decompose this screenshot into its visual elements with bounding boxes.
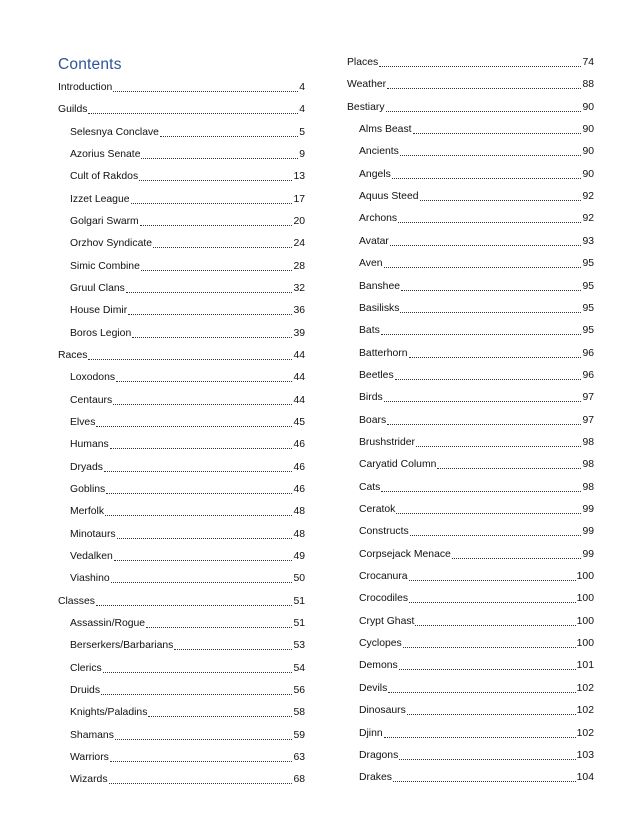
toc-entry-page: 102 <box>576 727 594 739</box>
toc-entry-label: Ceratok <box>359 504 396 515</box>
toc-entry-page: 51 <box>293 617 305 629</box>
toc-entry[interactable] <box>359 412 594 428</box>
toc-entry-label: Knights/Paladins <box>70 707 148 719</box>
toc-entry-label: Humans <box>70 439 109 451</box>
toc-entry[interactable] <box>347 76 594 92</box>
toc-entry-page: 44 <box>293 372 305 384</box>
toc-entry-label: Demons <box>359 660 398 672</box>
toc-entry-label: Aquus Steed <box>359 191 419 203</box>
page-title: Contents <box>58 56 122 73</box>
toc-entry[interactable] <box>359 680 594 696</box>
toc-entry-label: Places <box>347 57 379 68</box>
toc-dot-leader <box>381 334 582 335</box>
toc-entry-page: 92 <box>582 191 594 203</box>
toc-entry-page: 13 <box>293 171 305 183</box>
toc-entry[interactable] <box>359 501 594 517</box>
toc-dot-leader <box>399 669 576 670</box>
toc-entry[interactable] <box>359 590 594 606</box>
toc-entry-page: 46 <box>293 461 305 473</box>
toc-entry-page: 90 <box>582 124 594 136</box>
toc-entry-label: Orzhov Syndicate <box>70 238 153 250</box>
toc-entry-page: 98 <box>582 459 594 471</box>
toc-entry-page: 36 <box>293 305 305 317</box>
toc-entry-page: 46 <box>293 483 305 495</box>
toc-entry-label: Boars <box>359 414 387 426</box>
toc-entry-page: 95 <box>582 302 594 314</box>
toc-dot-leader <box>400 155 582 156</box>
toc-entry-label: Bestiary <box>347 101 385 113</box>
toc-entry-label: Goblins <box>70 483 106 495</box>
toc-entry-page: 46 <box>293 439 305 451</box>
toc-entry-label: Cult of Rakdos <box>70 171 139 183</box>
toc-dot-leader <box>416 446 581 447</box>
toc-dot-leader <box>384 267 582 268</box>
toc-entry-page: 63 <box>293 751 305 763</box>
toc-dot-leader <box>409 602 576 603</box>
toc-entry-page: 96 <box>582 369 594 381</box>
toc-entry-page: 90 <box>582 168 594 180</box>
toc-entry-label: Viashino <box>70 573 110 585</box>
toc-entry-label: Guilds <box>58 104 88 116</box>
toc-entry[interactable] <box>359 389 594 405</box>
toc-dot-leader <box>388 692 575 693</box>
toc-entry-page: 97 <box>582 392 594 404</box>
toc-entry-label: Loxodons <box>70 372 116 384</box>
toc-entry-label: Elves <box>70 416 96 428</box>
toc-entry-label: Dryads <box>70 461 103 473</box>
toc-entry-label: Wizards <box>70 774 108 786</box>
toc-dot-leader <box>387 88 581 89</box>
toc-entry-page: 100 <box>576 615 594 627</box>
toc-dot-leader <box>410 535 582 536</box>
toc-entry[interactable] <box>359 143 594 159</box>
toc-entry-label: Aven <box>359 258 383 270</box>
toc-dot-leader <box>390 245 582 246</box>
toc-entry[interactable] <box>359 166 594 182</box>
toc-entry[interactable] <box>359 434 594 450</box>
toc-entry-label: Beetles <box>359 369 394 381</box>
toc-entry[interactable] <box>359 635 594 651</box>
toc-entry-page: 44 <box>293 394 305 406</box>
toc-entry-page: 102 <box>576 705 594 717</box>
toc-entry-page: 95 <box>582 325 594 337</box>
toc-entry-label: Introduction <box>58 82 113 93</box>
toc-entry-label: Boros Legion <box>70 327 132 339</box>
toc-entry-label: Shamans <box>70 729 114 741</box>
toc-entry-page: 4 <box>299 82 305 93</box>
toc-dot-leader <box>393 781 576 782</box>
toc-entry-label: Brushstrider <box>359 436 416 448</box>
toc-entry-label: Druids <box>70 684 101 696</box>
toc-entry-page: 99 <box>582 548 594 560</box>
toc-entry-label: Basilisks <box>359 302 400 314</box>
toc-entry-page: 88 <box>582 79 594 91</box>
toc-entry-label: Vedalken <box>70 550 113 562</box>
toc-entry-label: House Dimir <box>70 305 128 317</box>
toc-entry-page: 48 <box>293 506 305 518</box>
toc-entry[interactable] <box>359 210 594 226</box>
toc-entry[interactable] <box>359 546 594 562</box>
toc-entry[interactable] <box>359 121 594 137</box>
toc-dot-leader <box>387 424 581 425</box>
toc-entry-page: 98 <box>582 436 594 448</box>
toc-entry-page: 103 <box>576 749 594 761</box>
toc-entry-label: Birds <box>359 392 383 404</box>
toc-entry[interactable] <box>359 769 594 785</box>
toc-entry-page: 58 <box>293 707 305 719</box>
toc-entry-label: Minotaurs <box>70 528 116 540</box>
toc-entry-label: Crocodiles <box>359 593 409 605</box>
toc-entry[interactable] <box>359 188 594 204</box>
toc-entry-page: 17 <box>293 193 305 205</box>
toc-entry[interactable] <box>359 523 594 539</box>
toc-entry-page: 92 <box>582 213 594 225</box>
toc-entry[interactable] <box>359 456 594 472</box>
toc-entry-label: Devils <box>359 682 388 694</box>
toc-entry-page: 45 <box>293 416 305 428</box>
toc-entry-page: 54 <box>293 662 305 674</box>
toc-entry-label: Simic Combine <box>70 260 140 272</box>
toc-entry[interactable] <box>359 278 594 294</box>
toc-entry-page: 4 <box>299 104 305 116</box>
toc-entry[interactable] <box>359 568 594 584</box>
toc-entry-page: 74 <box>582 57 594 68</box>
toc-entry[interactable] <box>347 54 594 70</box>
toc-entry-page: 98 <box>582 481 594 493</box>
toc-entry-label: Caryatid Column <box>359 459 437 471</box>
toc-entry-page: 102 <box>576 682 594 694</box>
toc-dot-leader <box>401 290 581 291</box>
toc-entry-page: 99 <box>582 526 594 538</box>
toc-entry-page: 97 <box>582 414 594 426</box>
toc-entry-label: Alms Beast <box>359 124 412 136</box>
toc-entry-label: Cyclopes <box>359 638 402 650</box>
toc-entry[interactable] <box>359 255 594 271</box>
toc-dot-leader <box>409 357 582 358</box>
toc-entry-label: Classes <box>58 595 95 607</box>
toc-entry-label: Azorius Senate <box>70 148 141 160</box>
toc-entry-page: 9 <box>299 148 305 160</box>
toc-dot-leader <box>415 625 575 626</box>
toc-entry-label: Races <box>58 349 88 361</box>
toc-entry-label: Cats <box>359 481 381 493</box>
toc-entry-page: 48 <box>293 528 305 540</box>
toc-entry-page: 104 <box>576 772 594 784</box>
toc-entry-label: Dinosaurs <box>359 705 406 717</box>
toc-entry-label: Batterhorn <box>359 347 408 359</box>
toc-entry-page: 101 <box>576 660 594 672</box>
toc-entry[interactable] <box>359 725 594 741</box>
toc-entry-page: 28 <box>293 260 305 272</box>
toc-entry-label: Gruul Clans <box>70 282 125 294</box>
toc-dot-leader <box>384 401 582 402</box>
toc-entry-page: 96 <box>582 347 594 359</box>
toc-entry-page: 59 <box>293 729 305 741</box>
toc-entry-label: Drakes <box>359 772 392 784</box>
toc-entry-page: 44 <box>293 349 305 361</box>
toc-entry-label: Weather <box>347 79 387 91</box>
toc-entry-label: Ancients <box>359 146 399 158</box>
toc-dot-leader <box>386 111 582 112</box>
toc-entry-page: 99 <box>582 504 594 515</box>
toc-entry-label: Banshee <box>359 280 401 292</box>
toc-dot-leader <box>384 737 576 738</box>
toc-entry-page: 68 <box>293 774 305 786</box>
toc-entry-label: Golgari Swarm <box>70 215 139 227</box>
toc-entry-label: Dragons <box>359 749 399 761</box>
toc-entry-label: Djinn <box>359 727 383 739</box>
toc-entry-page: 90 <box>582 146 594 158</box>
toc-entry-label: Merfolk <box>70 506 105 518</box>
toc-entry-label: Clerics <box>70 662 102 674</box>
toc-entry-label: Crocanura <box>359 571 408 583</box>
toc-dot-leader <box>409 580 576 581</box>
toc-entry-label: Centaurs <box>70 394 113 406</box>
toc-entry-label: Selesnya Conclave <box>70 126 159 138</box>
toc-entry-label: Archons <box>359 213 398 225</box>
toc-dot-leader <box>452 558 582 559</box>
toc-entry-page: 20 <box>293 215 305 227</box>
toc-entry[interactable] <box>359 367 594 383</box>
toc-dot-leader <box>381 491 581 492</box>
toc-entry[interactable] <box>359 479 594 495</box>
toc-entry[interactable] <box>359 702 594 718</box>
toc-entry-page: 24 <box>293 238 305 250</box>
toc-dot-leader <box>437 468 581 469</box>
toc-entry-page: 32 <box>293 282 305 294</box>
toc-entry[interactable] <box>359 233 594 249</box>
toc-entry-label: Crypt Ghast <box>359 615 415 627</box>
toc-entry[interactable] <box>359 300 594 316</box>
toc-dot-leader <box>407 714 576 715</box>
toc-entry[interactable] <box>359 657 594 673</box>
toc-entry[interactable] <box>359 322 594 338</box>
toc-entry-label: Constructs <box>359 526 409 538</box>
toc-dot-leader <box>398 222 581 223</box>
toc-entry-page: 90 <box>582 101 594 113</box>
toc-dot-leader <box>379 66 581 67</box>
toc-entry-page: 53 <box>293 640 305 652</box>
toc-entry-label: Warriors <box>70 751 109 763</box>
toc-entry-page: 100 <box>576 571 594 583</box>
toc-entry-page: 95 <box>582 258 594 270</box>
toc-dot-leader <box>396 513 581 514</box>
toc-entry-label: Angels <box>359 168 391 180</box>
toc-entry-page: 51 <box>293 595 305 607</box>
toc-entry-page: 100 <box>576 593 594 605</box>
toc-entry-page: 56 <box>293 684 305 696</box>
toc-entry-label: Berserkers/Barbarians <box>70 640 174 652</box>
toc-entry-page: 50 <box>293 573 305 585</box>
toc-entry[interactable] <box>347 99 594 115</box>
toc-entry-label: Bats <box>359 325 380 337</box>
toc-entry-page: 39 <box>293 327 305 339</box>
toc-entry-page: 95 <box>582 280 594 292</box>
toc-dot-leader <box>399 759 575 760</box>
toc-dot-leader <box>420 200 582 201</box>
toc-entry-page: 93 <box>582 235 594 247</box>
toc-dot-leader <box>403 647 576 648</box>
toc-entry-label: Avatar <box>359 235 389 247</box>
toc-entry-label: Corpsejack Menace <box>359 548 451 560</box>
toc-dot-leader <box>392 178 582 179</box>
toc-dot-leader <box>395 379 582 380</box>
toc-dot-leader <box>400 312 581 313</box>
toc-entry[interactable] <box>359 747 594 763</box>
toc-entry-label: Izzet League <box>70 193 130 205</box>
toc-entry-page: 5 <box>299 126 305 138</box>
toc-entry-page: 100 <box>576 638 594 650</box>
toc-entry-label: Assassin/Rogue <box>70 617 146 629</box>
toc-entry-page: 49 <box>293 550 305 562</box>
toc-dot-leader <box>413 133 582 134</box>
toc-entry[interactable] <box>359 345 594 361</box>
toc-entry[interactable] <box>359 613 594 629</box>
